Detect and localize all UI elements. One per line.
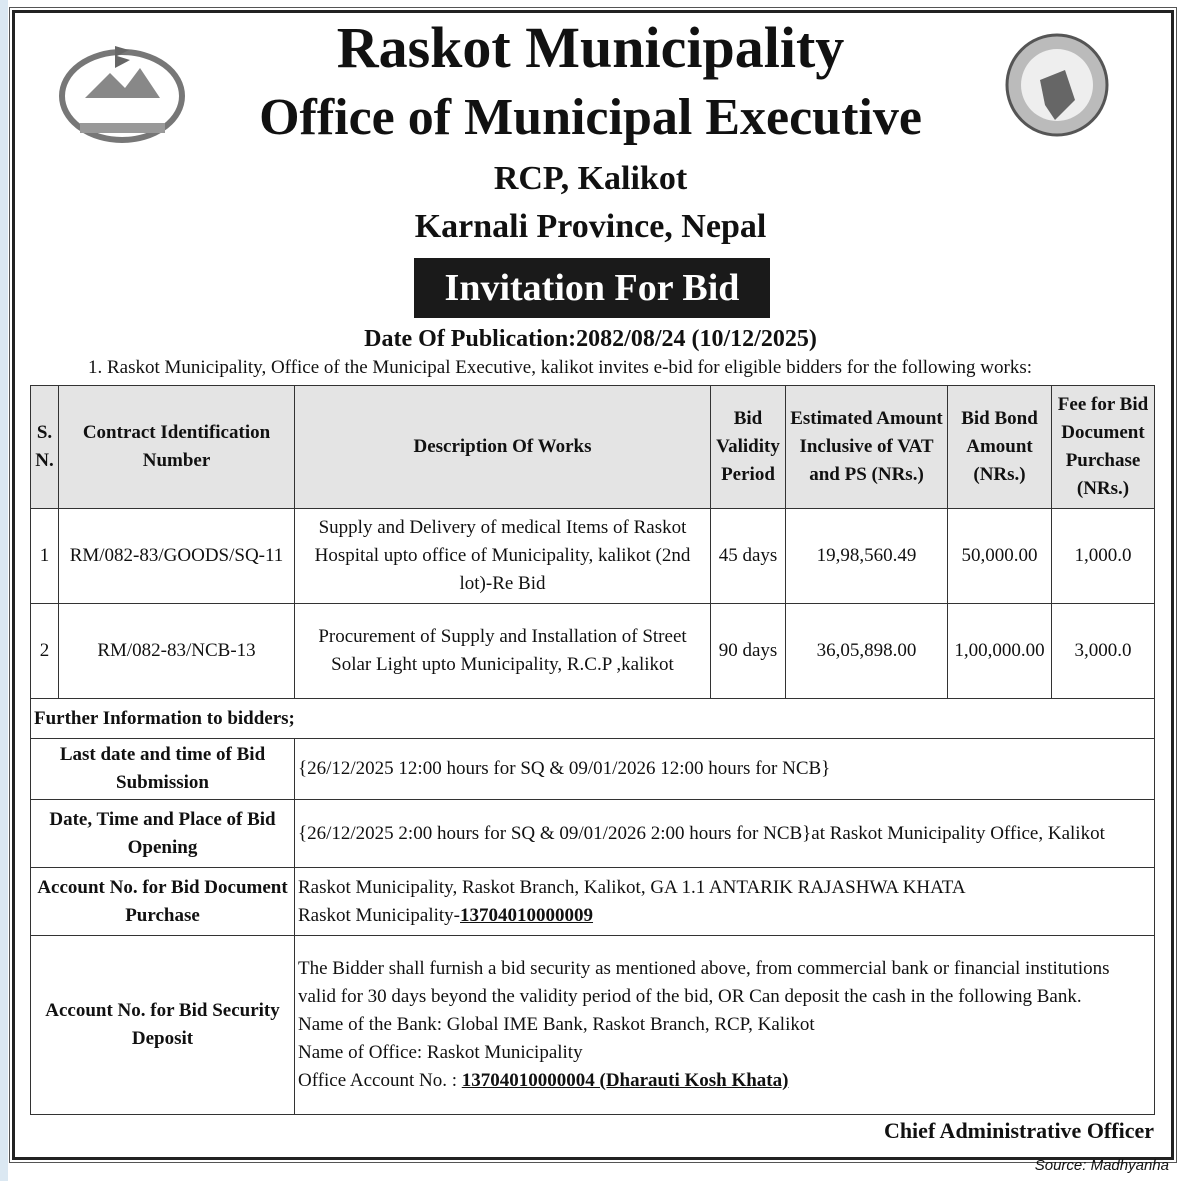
office-account-number: 13704010000004 (Dharauti Kosh Khata) bbox=[461, 1070, 789, 1091]
office-account bbox=[298, 1067, 1151, 1095]
purchase-account-prefix: Raskot Municipality- bbox=[298, 904, 461, 926]
publication-date: Date Of Publication:2082/08/24 (10/12/2025) bbox=[364, 326, 817, 352]
works-table bbox=[30, 385, 1155, 1115]
cell-contract-id: RM/082-83/GOODS/SQ-11 bbox=[59, 509, 295, 604]
table-row bbox=[31, 509, 1155, 604]
info-label-opening: Date, Time and Place of Bid Opening bbox=[31, 800, 295, 868]
cell-bond: 1,00,000.00 bbox=[948, 604, 1052, 699]
info-value-purchase-account bbox=[295, 868, 1155, 936]
municipality-title: Raskot Municipality bbox=[336, 15, 845, 80]
intro-text: 1. Raskot Municipality, Office of the Municipal Executive, kalikot invites e-bid for eligible bidders for the following works: bbox=[88, 357, 1032, 378]
purchase-account-line1: Raskot Municipality, Raskot Branch, Kalikot, GA 1.1 ANTARIK RAJASHWA KHATA bbox=[298, 876, 966, 898]
header-fee: Fee for Bid Document Purchase (NRs.) bbox=[1052, 386, 1155, 509]
info-value-security-deposit bbox=[295, 936, 1155, 1115]
source-credit: Source: Madhyanha bbox=[1034, 1157, 1169, 1174]
address-line-1: RCP, Kalikot bbox=[493, 160, 688, 197]
info-label-purchase-account: Account No. for Bid Document Purchase bbox=[31, 868, 295, 936]
signatory: Chief Administrative Officer bbox=[883, 1118, 1154, 1143]
cell-sn: 1 bbox=[31, 509, 59, 604]
cell-description: Supply and Delivery of medical Items of Raskot Hospital upto office of Municipality, kalikot (2nd lot)-Re Bid bbox=[295, 509, 711, 604]
cell-validity: 90 days bbox=[711, 604, 786, 699]
purchase-account-number: 13704010000009 bbox=[460, 904, 594, 926]
header-validity: Bid Validity Period bbox=[711, 386, 786, 509]
cell-fee: 3,000.0 bbox=[1052, 604, 1155, 699]
further-info-heading: Further Information to bidders; bbox=[31, 699, 1155, 739]
header-contract-id: Contract Identification Number bbox=[59, 386, 295, 509]
cell-sn: 2 bbox=[31, 604, 59, 699]
table-row bbox=[31, 604, 1155, 699]
cell-contract-id: RM/082-83/NCB-13 bbox=[59, 604, 295, 699]
security-paragraph: The Bidder shall furnish a bid security as mentioned above, from commercial bank or financial institutions valid for 30 days beyond the validity period of the bid, OR Can deposit the cash in the following Bank. bbox=[298, 958, 1110, 1007]
info-label-security-deposit: Account No. for Bid Security Deposit bbox=[31, 936, 295, 1115]
info-value-opening: {26/12/2025 2:00 hours for SQ & 09/01/2026 2:00 hours for NCB}at Raskot Municipality Office, Kalikot bbox=[295, 800, 1155, 868]
cell-description: Procurement of Supply and Installation of Street Solar Light upto Municipality, R.C.P ,kalikot bbox=[295, 604, 711, 699]
cell-estimate: 19,98,560.49 bbox=[786, 509, 948, 604]
office-title: Office of Municipal Executive bbox=[259, 89, 922, 146]
cell-estimate: 36,05,898.00 bbox=[786, 604, 948, 699]
info-value-submission: {26/12/2025 12:00 hours for SQ & 09/01/2026 12:00 hours for NCB} bbox=[295, 739, 1155, 800]
header-sn: S. N. bbox=[31, 386, 59, 509]
purchase-account-line2 bbox=[298, 902, 1151, 930]
office-account-prefix: Office Account No. : bbox=[298, 1070, 462, 1091]
address-line-2: Karnali Province, Nepal bbox=[414, 208, 767, 245]
office-name: Name of Office: Raskot Municipality bbox=[298, 1042, 583, 1063]
cell-fee: 1,000.0 bbox=[1052, 509, 1155, 604]
bank-name: Name of the Bank: Global IME Bank, Raskot Branch, RCP, Kalikot bbox=[298, 1014, 815, 1035]
table-header-row bbox=[31, 386, 1155, 509]
info-label-submission: Last date and time of Bid Submission bbox=[31, 739, 295, 800]
cell-bond: 50,000.00 bbox=[948, 509, 1052, 604]
cell-validity: 45 days bbox=[711, 509, 786, 604]
notice-title: Invitation For Bid bbox=[414, 258, 770, 318]
header-estimate: Estimated Amount Inclusive of VAT and PS (NRs.) bbox=[786, 386, 948, 509]
header-description: Description Of Works bbox=[295, 386, 711, 509]
header-bond: Bid Bond Amount (NRs.) bbox=[948, 386, 1052, 509]
